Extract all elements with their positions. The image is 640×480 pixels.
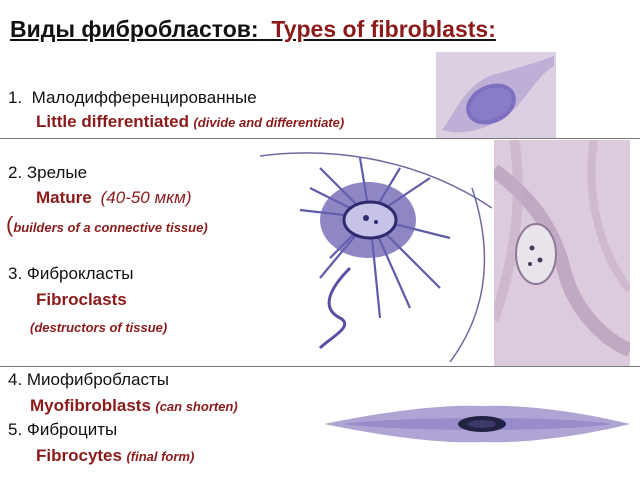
item-2-size: (40-50 мкм)	[100, 188, 192, 207]
item-2-note-row	[6, 212, 208, 238]
item-4-english: Myofibroblasts	[30, 396, 151, 415]
item-4-note: (can shorten)	[155, 399, 238, 414]
title-russian: Виды фибробластов:	[10, 16, 259, 42]
item-3-russian: 3. Фиброкласты	[8, 264, 134, 283]
page-title	[10, 16, 496, 43]
micrograph-little-differentiated-fibroblast	[436, 52, 556, 138]
item-4-english-row	[30, 396, 238, 416]
item-5-english: Fibrocytes	[36, 446, 122, 465]
divider-line-1	[0, 138, 640, 139]
item-2-note: builders of a connective tissue)	[13, 220, 208, 235]
item-2-english: Mature	[36, 188, 92, 207]
item-1-note: (divide and differentiate)	[193, 115, 345, 130]
micrograph-fibrocyte	[322, 394, 632, 454]
micrograph-fibroclast	[494, 140, 630, 366]
title-english: Types of fibroblasts:	[271, 16, 496, 42]
item-5-note: (final form)	[126, 449, 195, 464]
item-1-russian: 1. Малодифференцированные	[8, 88, 257, 107]
item-1-english-row	[36, 112, 344, 132]
item-2-open-paren: (	[6, 212, 14, 237]
item-2-russian: 2. Зрелые	[8, 163, 88, 182]
item-4-russian: 4. Миофибробласты	[8, 370, 169, 389]
item-1-english: Little differentiated	[36, 112, 190, 131]
divider-line-2	[0, 366, 640, 367]
item-5-english-row	[36, 446, 194, 466]
item-3-english: Fibroclasts	[36, 290, 127, 309]
item-2-english-row	[36, 188, 192, 208]
item-3-note: (destructors of tissue)	[30, 320, 168, 335]
item-5-russian: 5. Фиброциты	[8, 420, 118, 439]
micrograph-mature-fibroblast	[260, 148, 492, 362]
